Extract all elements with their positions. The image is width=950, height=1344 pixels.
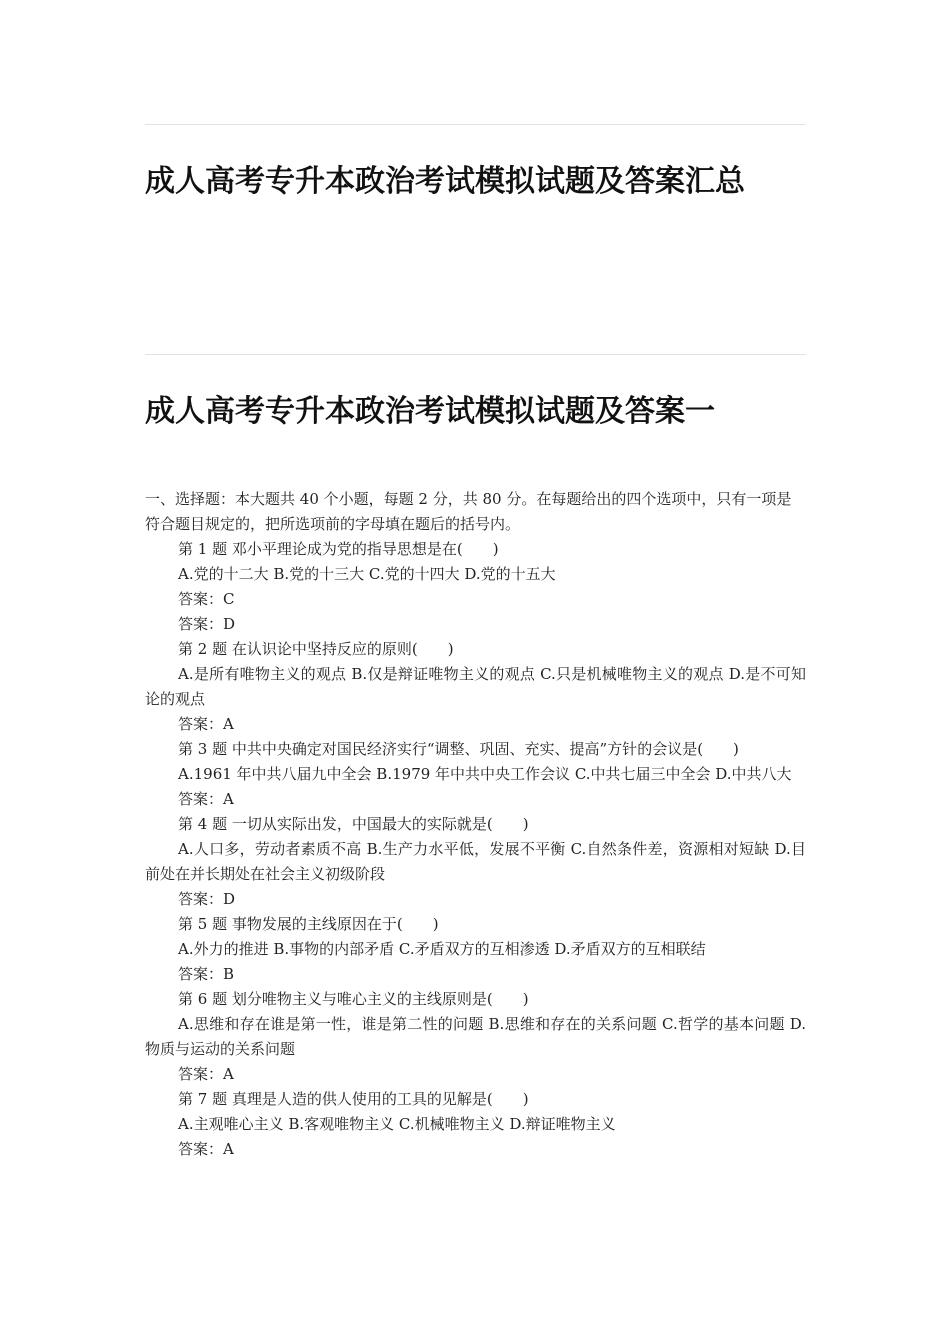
answer-line: 答案：A [178,790,234,808]
divider-section [145,354,806,355]
options-line: A.党的十二大 B.党的十三大 C.党的十四大 D.党的十五大 [178,565,556,583]
question-line: 第 2 题 在认识论中坚持反应的原则( ) [178,640,454,658]
divider-top [145,124,806,125]
question-line: 第 6 题 划分唯物主义与唯心主义的主线原则是( ) [178,990,529,1008]
options-line: A.1961 年中共八届九中全会 B.1979 年中共中央工作会议 C.中共七届三中全会 D.中共八大 [178,765,792,783]
document-title: 成人高考专升本政治考试模拟试题及答案汇总 [145,164,745,199]
question-line: 第 3 题 中共中央确定对国民经济实行“调整、巩固、充实、提高”方针的会议是( ) [178,740,739,758]
answer-line: 答案：A [178,1140,234,1158]
section-title: 成人高考专升本政治考试模拟试题及答案一 [145,394,715,429]
question-line: 第 1 题 邓小平理论成为党的指导思想是在( ) [178,540,499,558]
answer-line: 答案：D [178,615,236,633]
question-body [145,487,806,1162]
answer-line: 答案：D [178,890,236,908]
options-line: A.思维和存在谁是第一性，谁是第二性的问题 B.思维和存在的关系问题 C.哲学的基本问题 D.物质与运动的关系问题 [145,1015,806,1058]
answer-line: 答案：A [178,1065,234,1083]
options-line: A.外力的推进 B.事物的内部矛盾 C.矛盾双方的互相渗透 D.矛盾双方的互相联结 [178,940,706,958]
answer-line: 答案：A [178,715,234,733]
intro-paragraph: 一、选择题：本大题共 40 个小题，每题 2 分，共 80 分。在每题给出的四个选项中，只有一项是符合题目规定的，把所选项前的字母填在题后的括号内。 [145,490,792,533]
question-line: 第 4 题 一切从实际出发，中国最大的实际就是( ) [178,815,529,833]
options-line: A.主观唯心主义 B.客观唯物主义 C.机械唯物主义 D.辩证唯物主义 [178,1115,616,1133]
answer-line: 答案：B [178,965,235,983]
question-line: 第 7 题 真理是人造的供人使用的工具的见解是( ) [178,1090,529,1108]
options-line: A.是所有唯物主义的观点 B.仅是辩证唯物主义的观点 C.只是机械唯物主义的观点 D.是不可知论的观点 [145,665,806,708]
answer-line: 答案：C [178,590,235,608]
options-line: A.人口多，劳动者素质不高 B.生产力水平低，发展不平衡 C.自然条件差，资源相对短缺 D.目前处在并长期处在社会主义初级阶段 [145,840,806,883]
question-line: 第 5 题 事物发展的主线原因在于( ) [178,915,439,933]
